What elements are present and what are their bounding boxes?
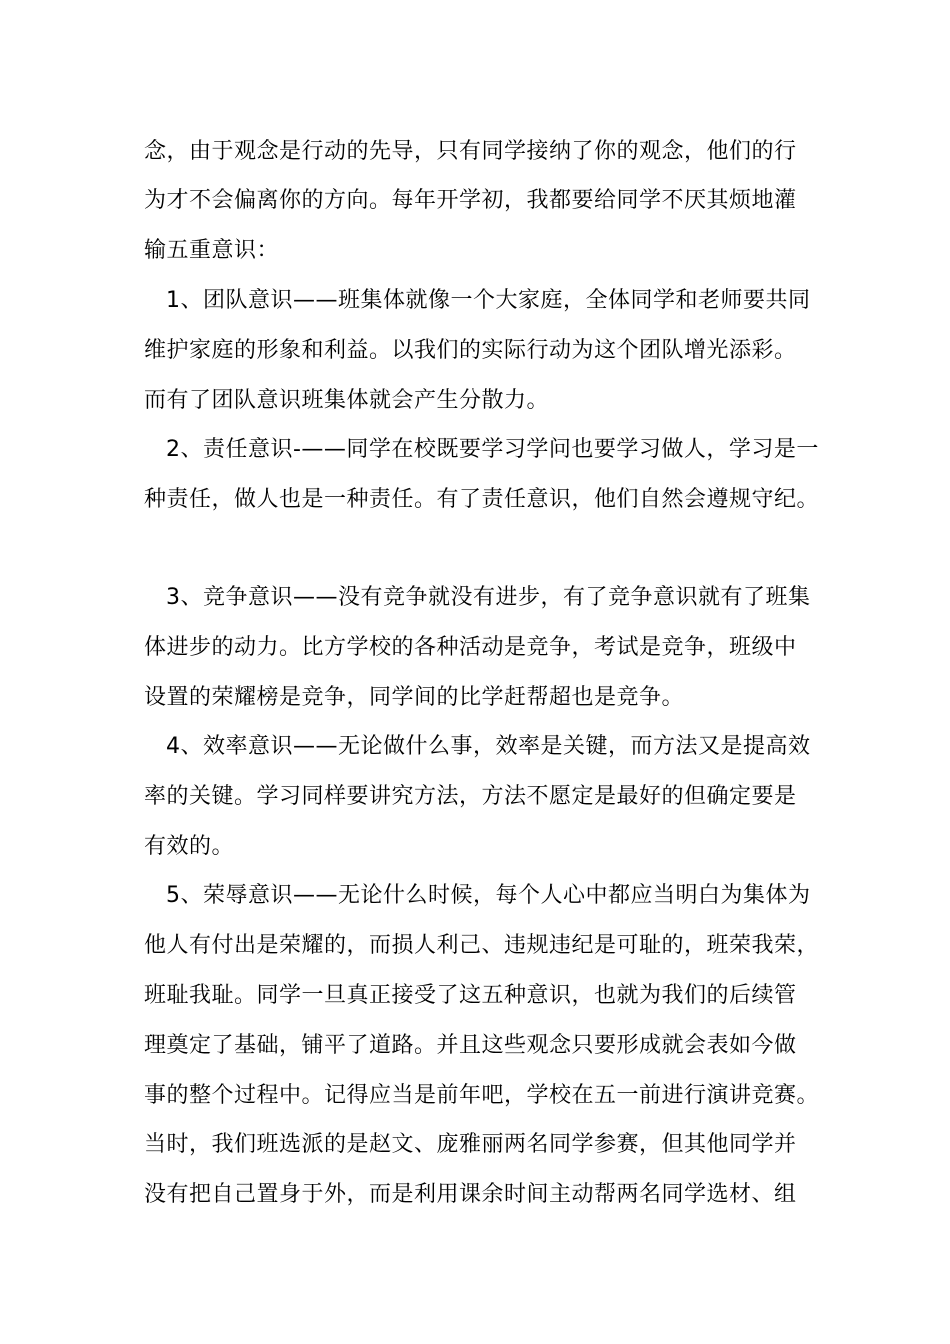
text-line: 率的关键。学习同样要讲究方法，方法不愿定是最好的但确定要是	[144, 784, 797, 809]
text-line: 当时，我们班选派的是赵文、庞雅丽两名同学参赛，但其他同学并	[144, 1132, 797, 1157]
text-line: 班耻我耻。同学一旦真正接受了这五种意识，也就为我们的后续管	[144, 983, 797, 1008]
text-line: 他人有付出是荣耀的，而损人利己、违规违纪是可耻的，班荣我荣，	[144, 933, 820, 958]
text-line: 体进步的动力。比方学校的各种活动是竞争，考试是竞争，班级中	[144, 635, 797, 660]
text-line: 没有把自己置身于外，而是利用课余时间主动帮两名同学选材、组	[144, 1182, 797, 1207]
text-line: 种责任，做人也是一种责任。有了责任意识，他们自然会遵规守纪。	[144, 487, 820, 512]
text-line: 事的整个过程中。记得应当是前年吧，学校在五一前进行演讲竞赛。	[144, 1083, 820, 1108]
text-line: 理奠定了基础，铺平了道路。并且这些观念只要形成就会表如今做	[144, 1033, 797, 1058]
text-line: 1、团队意识——班集体就像一个大家庭，全体同学和老师要共同	[166, 288, 811, 313]
text-line: 2、责任意识-——同学在校既要学习学问也要学习做人，学习是一	[166, 437, 819, 462]
text-line: 念，由于观念是行动的先导，只有同学接纳了你的观念，他们的行	[144, 139, 797, 164]
text-line: 有效的。	[144, 834, 235, 859]
text-line: 维护家庭的形象和利益。以我们的实际行动为这个团队增光添彩。	[144, 338, 797, 363]
text-line: 4、效率意识——无论做什么事，效率是关键，而方法又是提高效	[166, 734, 811, 759]
text-line: 而有了团队意识班集体就会产生分散力。	[144, 388, 550, 413]
text-line: 5、荣辱意识——无论什么时候，每个人心中都应当明白为集体为	[166, 883, 811, 908]
text-line: 为才不会偏离你的方向。每年开学初，我都要给同学不厌其烦地灌	[144, 188, 797, 213]
text-line: 设置的荣耀榜是竞争，同学间的比学赶帮超也是竞争。	[144, 685, 685, 710]
text-line: 输五重意识：	[144, 238, 280, 263]
text-line: 3、竞争意识——没有竞争就没有进步，有了竞争意识就有了班集	[166, 585, 811, 610]
